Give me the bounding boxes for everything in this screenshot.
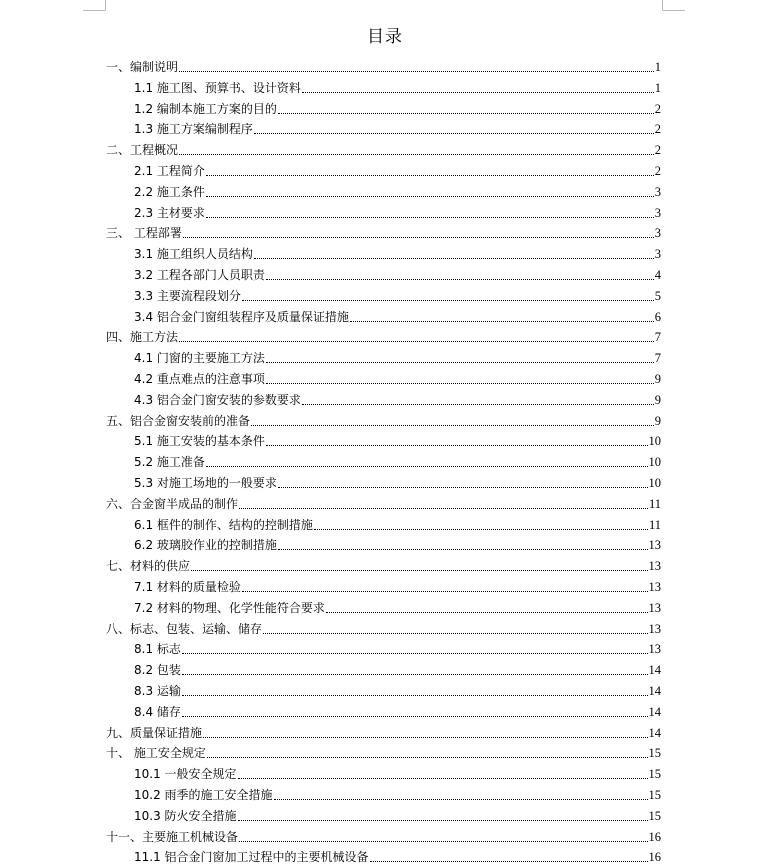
toc-entry-label: 1.3 施工方案编制程序 [134,122,253,137]
toc-dot-leader [238,778,648,779]
toc-entry-page-number: 6 [654,309,661,324]
toc-entry[interactable] [134,679,661,699]
toc-entry-page-number: 1 [654,60,661,74]
toc-entry[interactable] [134,305,661,325]
toc-entry-page-number: 7 [654,351,661,366]
toc-entry-page-number: 13 [648,642,661,657]
toc-entry-page-number: 4 [654,268,661,282]
page-corner-mark-right [662,0,685,11]
toc-entry[interactable] [106,741,661,761]
toc-entry-label: 8.2 包装 [134,663,181,678]
toc-entry-page-number: 13 [648,600,661,615]
toc-entry-label: 5.2 施工准备 [134,455,205,470]
toc-entry-label: 六、合金窗半成品的制作 [106,496,239,511]
toc-dot-leader [274,799,648,800]
toc-entry[interactable] [134,513,661,533]
toc-entry[interactable] [134,450,661,470]
toc-dot-leader [278,487,648,488]
toc-entry-page-number: 2 [654,143,661,158]
toc-entry[interactable] [134,700,661,720]
toc-entry-page-number: 15 [648,808,661,823]
toc-dot-leader [206,217,654,218]
toc-entry[interactable] [134,97,661,117]
toc-entry-label: 十一、主要施工机械设备 [106,829,239,844]
toc-entry-label: 10.2 雨季的施工安全措施 [134,788,273,802]
toc-dot-leader [266,445,648,446]
toc-dot-leader [370,861,648,862]
toc-entry[interactable] [134,367,661,387]
toc-entry[interactable] [134,658,661,678]
toc-dot-leader [191,570,647,571]
toc-entry-page-number: 15 [648,746,661,761]
toc-entry-label: 四、施工方法 [106,330,179,345]
toc-entry-page-number: 10 [648,476,661,490]
toc-entry[interactable] [134,242,661,262]
toc-dot-leader [206,175,654,176]
toc-dot-leader [266,279,654,280]
toc-dot-leader [278,549,648,550]
toc-entry-label: 8.3 运输 [134,684,181,698]
toc-entry-label: 10.1 一般安全规定 [134,767,237,782]
toc-entry[interactable] [134,429,661,449]
toc-entry-label: 7.2 材料的物理、化学性能符合要求 [134,600,325,615]
toc-entry-label: 3.2 工程各部门人员职责 [134,268,265,282]
toc-entry-page-number: 9 [654,413,661,428]
toc-entry-page-number: 14 [648,704,661,719]
toc-dot-leader [266,362,654,363]
toc-entry[interactable] [106,409,661,429]
toc-entry-label: 八、标志、包装、运输、储存 [106,621,263,636]
toc-entry-page-number: 2 [654,101,661,116]
toc-entry[interactable] [134,762,661,782]
toc-entry-label: 4.2 重点难点的注意事项 [134,372,265,386]
toc-dot-leader [206,196,654,197]
toc-entry-page-number: 13 [648,559,661,574]
toc-entry-label: 4.3 铝合金门窗安装的参数要求 [134,392,301,407]
toc-entry-label: 九、质量保证措施 [106,725,203,740]
toc-entry[interactable] [134,804,661,824]
toc-entry-page-number: 16 [648,850,661,865]
toc-entry[interactable] [106,325,661,345]
toc-dot-leader [254,133,654,134]
toc-dot-leader [206,466,648,467]
toc-dot-leader [203,737,647,738]
toc-entry-label: 二、工程概况 [106,143,179,158]
toc-entry[interactable] [134,201,661,221]
toc-entry[interactable] [134,596,661,616]
toc-dot-leader [242,591,648,592]
toc-entry-label: 8.1 标志 [134,642,181,657]
toc-entry-page-number: 2 [654,164,661,178]
toc-dot-leader [251,425,654,426]
toc-dot-leader [302,92,654,93]
toc-entry-page-number: 11 [648,517,661,532]
toc-entry-page-number: 14 [648,663,661,678]
toc-dot-leader [182,674,648,675]
toc-entry-label: 2.2 施工条件 [134,184,205,199]
toc-entry-page-number: 3 [654,184,661,199]
toc-entry-page-number: 13 [648,580,661,594]
toc-dot-leader [254,258,654,259]
toc-entry-page-number: 10 [648,455,661,470]
toc-entry-page-number: 9 [654,372,661,386]
toc-entry[interactable] [134,637,661,657]
toc-entry[interactable] [106,617,661,637]
toc-entry[interactable] [106,825,661,845]
toc-entry[interactable] [134,575,661,595]
toc-entry-label: 五、铝合金窗安装前的准备 [106,413,251,428]
toc-entry-label: 1.2 编制本施工方案的目的 [134,101,277,116]
toc-entry[interactable] [106,721,661,741]
toc-entry-page-number: 5 [654,288,661,303]
toc-entry-label: 10.3 防火安全措施 [134,808,237,823]
toc-title: 目录 [367,27,403,47]
toc-dot-leader [207,757,648,758]
toc-entry-page-number: 14 [648,725,661,740]
toc-entry-label: 4.1 门窗的主要施工方法 [134,351,265,366]
toc-entry[interactable] [106,55,661,75]
toc-entry-label: 11.1 铝合金门窗加工过程中的主要机械设备 [134,850,369,865]
toc-dot-leader [350,321,654,322]
toc-entry[interactable] [106,554,661,574]
toc-entry-label: 2.1 工程简介 [134,164,205,178]
toc-entry-label: 三、 工程部署 [106,226,182,241]
toc-entry[interactable] [134,388,661,408]
toc-dot-leader [242,300,654,301]
toc-entry-page-number: 11 [648,496,661,511]
page-corner-mark-left [83,0,106,11]
toc-dot-leader [182,716,648,717]
toc-entry[interactable] [106,138,661,158]
toc-dot-leader [239,841,647,842]
toc-entry-page-number: 3 [654,205,661,220]
toc-entry[interactable] [134,845,661,865]
toc-entry-page-number: 2 [654,122,661,137]
toc-entry-label: 6.2 玻璃胶作业的控制措施 [134,538,277,553]
toc-entry-label: 一、编制说明 [106,60,179,74]
toc-entry[interactable] [134,783,661,803]
toc-entry-label: 3.1 施工组织人员结构 [134,247,253,262]
toc-entry-label: 5.3 对施工场地的一般要求 [134,476,277,490]
toc-entry-label: 6.1 框件的制作、结构的控制措施 [134,517,313,532]
toc-entry-page-number: 7 [654,330,661,345]
toc-entry[interactable] [134,533,661,553]
toc-dot-leader [182,653,648,654]
toc-entry[interactable] [134,284,661,304]
toc-dot-leader [266,383,654,384]
toc-entry-label: 七、材料的供应 [106,559,191,574]
toc-dot-leader [278,113,654,114]
toc-entry-label: 5.1 施工安装的基本条件 [134,434,265,449]
toc-entry[interactable] [134,263,661,283]
toc-dot-leader [183,237,654,238]
toc-entry-page-number: 15 [648,788,661,802]
toc-entry-page-number: 3 [654,247,661,262]
toc-dot-leader [179,154,654,155]
toc-entry[interactable] [106,221,661,241]
toc-dot-leader [182,695,648,696]
toc-entry[interactable] [134,471,661,491]
toc-entry-page-number: 3 [654,226,661,241]
toc-entry-page-number: 15 [648,767,661,782]
toc-entry[interactable] [134,346,661,366]
toc-entry[interactable] [134,117,661,137]
toc-dot-leader [263,633,647,634]
toc-entry-page-number: 1 [654,80,661,95]
toc-dot-leader [238,820,648,821]
toc-entry-label: 1.1 施工图、预算书、设计资料 [134,80,301,95]
toc-dot-leader [239,508,648,509]
toc-entry[interactable] [106,492,661,512]
toc-entry-label: 7.1 材料的质量检验 [134,580,241,594]
toc-entry[interactable] [134,180,661,200]
toc-entry-label: 8.4 储存 [134,704,181,719]
toc-dot-leader [179,341,654,342]
toc-entry-label: 2.3 主材要求 [134,205,205,220]
toc-entry-page-number: 16 [648,829,661,844]
toc-entry[interactable] [134,76,661,96]
toc-entry-page-number: 13 [648,538,661,553]
toc-entry-label: 3.4 铝合金门窗组装程序及质量保证措施 [134,309,349,324]
toc-entry-page-number: 10 [648,434,661,449]
toc-dot-leader [302,404,654,405]
toc-entry[interactable] [134,159,661,179]
toc-entry-page-number: 13 [648,621,661,636]
toc-dot-leader [314,529,648,530]
toc-entry-label: 3.3 主要流程段划分 [134,288,241,303]
toc-entry-label: 十、 施工安全规定 [106,746,206,761]
toc-entry-page-number: 9 [654,392,661,407]
toc-entry-page-number: 14 [648,684,661,698]
toc-dot-leader [179,71,654,72]
toc-dot-leader [326,612,648,613]
